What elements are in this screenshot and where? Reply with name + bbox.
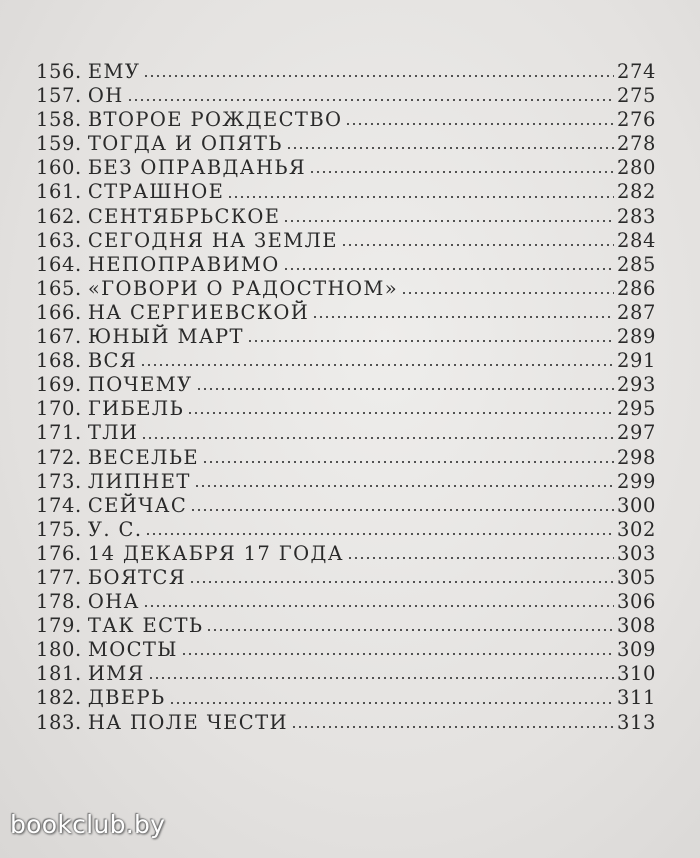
toc-entry-number: 183. [36,710,82,734]
toc-entry [36,325,656,349]
watermark: bookclub.by [10,810,166,839]
toc-entry-page-number: 308 [616,614,656,638]
dot-leader [247,339,614,343]
toc-entry-page-number: 276 [616,108,656,132]
toc-entry-page-number: 297 [616,421,656,445]
toc-entry-page-number: 283 [616,204,656,228]
toc-entry-page-number: 287 [616,300,656,324]
toc-entry [36,132,656,156]
toc-entry-title: 14 ДЕКАБРЯ 17 ГОДА [87,541,344,565]
toc-entry-number: 165. [36,276,82,300]
dot-leader [169,701,614,705]
toc-entry-title: ТОГДА И ОПЯТЬ [87,132,283,156]
toc-entry-number: 163. [36,228,82,252]
toc-entry-number: 164. [36,252,82,276]
toc-entry-number: 180. [36,638,82,662]
toc-entry-page-number: 293 [616,373,656,397]
toc-entry-page-number: 309 [616,638,656,662]
dot-leader [283,219,614,223]
table-of-contents [36,60,656,735]
toc-entry-number: 173. [36,469,82,493]
toc-entry [36,205,656,229]
toc-entry-number: 174. [36,493,82,517]
toc-entry-number: 175. [36,517,82,541]
toc-entry-number: 160. [36,156,82,180]
toc-entry-page-number: 291 [616,349,656,373]
toc-entry [36,518,656,542]
dot-leader [309,170,614,174]
toc-entry-page-number: 285 [616,252,656,276]
toc-entry-number: 179. [36,614,82,638]
toc-entry-page-number: 286 [616,276,656,300]
toc-entry-number: 168. [36,349,82,373]
toc-entry-title: ВТОРОЕ РОЖДЕСТВО [87,108,343,132]
toc-entry-number: 181. [36,662,82,686]
toc-entry-title: ЮНЫЙ МАРТ [87,325,244,349]
toc-entry [36,180,656,204]
toc-entry [36,662,656,686]
toc-entry [36,253,656,277]
dot-leader [194,484,614,488]
toc-entry-number: 156. [36,60,82,83]
toc-entry-number: 172. [36,445,82,469]
toc-entry-page-number: 306 [616,590,656,614]
toc-entry-page-number: 280 [616,156,656,180]
toc-entry-page-number: 298 [616,445,656,469]
toc-entry [36,566,656,590]
toc-entry-page-number: 299 [616,469,656,493]
dot-leader [345,122,614,126]
dot-leader [202,460,614,464]
dot-leader [283,267,614,271]
toc-entry-number: 161. [36,180,82,204]
dot-leader [140,363,614,367]
toc-entry-title: ТЛИ [87,421,139,445]
toc-entry [36,277,656,301]
toc-entry [36,156,656,180]
toc-entry-title: ОНА [87,590,140,614]
dot-leader [141,436,614,440]
toc-entry [36,542,656,566]
toc-entry-number: 167. [36,325,82,349]
dot-leader [291,725,614,729]
toc-entry-page-number: 313 [616,710,656,734]
toc-entry-title: ОН [87,84,124,108]
toc-entry-page-number: 282 [616,180,656,204]
dot-leader [341,243,614,247]
toc-entry-number: 162. [36,204,82,228]
toc-entry [36,686,656,710]
dot-leader [190,508,614,512]
dot-leader [196,387,614,391]
toc-entry-number: 177. [36,565,82,589]
toc-entry-number: 178. [36,590,82,614]
toc-entry-page-number: 305 [616,565,656,589]
toc-entry-title: МОСТЫ [87,638,178,662]
dot-leader [143,74,614,78]
toc-entry-title: ВЕСЕЛЬЕ [87,445,199,469]
dot-leader [181,652,614,656]
dot-leader [227,195,614,199]
toc-entry-title: ВСЯ [87,349,138,373]
toc-entry-title: «ГОВОРИ О РАДОСТНОМ» [87,276,399,300]
toc-entry-title: НЕПОПРАВИМО [87,252,280,276]
toc-entry [36,470,656,494]
toc-entry-title: СЕЙЧАС [87,493,188,517]
dot-leader [143,604,614,608]
toc-entry [36,494,656,518]
toc-entry-number: 171. [36,421,82,445]
toc-entry-page-number: 302 [616,517,656,541]
toc-entry-title: СЕГОДНЯ НА ЗЕМЛЕ [87,228,338,252]
toc-entry [36,638,656,662]
toc-entry-title: НА СЕРГИЕВСКОЙ [87,300,310,324]
toc-entry-page-number: 289 [616,325,656,349]
toc-entry [36,590,656,614]
dot-leader [206,628,614,632]
toc-entry-page-number: 278 [616,132,656,156]
toc-entry-number: 182. [36,686,82,710]
toc-entry-title: ПОЧЕМУ [87,373,193,397]
toc-entry-number: 170. [36,397,82,421]
toc-entry-title: ЕМУ [87,60,141,83]
toc-entry [36,397,656,421]
toc-entry-title: НА ПОЛЕ ЧЕСТИ [87,710,288,734]
toc-entry-page-number: 295 [616,397,656,421]
toc-entry-title: БОЯТСЯ [87,565,186,589]
toc-entry-title: СЕНТЯБРЬСКОЕ [87,204,281,228]
dot-leader [401,291,614,295]
toc-entry-title: ТАК ЕСТЬ [87,614,204,638]
toc-entry-page-number: 274 [616,60,656,83]
toc-entry-page-number: 303 [616,541,656,565]
toc-entry [36,711,656,735]
toc-entry-page-number: 311 [616,686,656,710]
toc-entry [36,349,656,373]
dot-leader [148,676,614,680]
dot-leader [189,580,614,584]
dot-leader [187,411,614,415]
toc-entry [36,229,656,253]
toc-entry-number: 159. [36,132,82,156]
toc-entry-page-number: 300 [616,493,656,517]
dot-leader [286,146,614,150]
toc-entry [36,108,656,132]
toc-entry-page-number: 275 [616,84,656,108]
toc-entry [36,373,656,397]
toc-entry-page-number: 310 [616,662,656,686]
toc-entry-number: 157. [36,84,82,108]
toc-entry-title: ЛИПНЕТ [87,469,191,493]
toc-entry-title: БЕЗ ОПРАВДАНЬЯ [87,156,307,180]
toc-entry-title: СТРАШНОЕ [87,180,225,204]
dot-leader [312,315,614,319]
toc-entry-title: У. С. [87,517,143,541]
toc-entry [36,60,656,84]
toc-entry-number: 158. [36,108,82,132]
dot-leader [145,532,614,536]
toc-entry [36,421,656,445]
toc-entry [36,84,656,108]
toc-entry-number: 166. [36,300,82,324]
toc-entry [36,614,656,638]
dot-leader [127,98,614,102]
toc-entry-title: ГИБЕЛЬ [87,397,185,421]
toc-entry [36,301,656,325]
toc-entry-number: 169. [36,373,82,397]
toc-entry-number: 176. [36,541,82,565]
toc-entry-title: ИМЯ [87,662,145,686]
toc-entry-page-number: 284 [616,228,656,252]
toc-entry [36,446,656,470]
dot-leader [347,556,614,560]
toc-entry-title: ДВЕРЬ [87,686,166,710]
